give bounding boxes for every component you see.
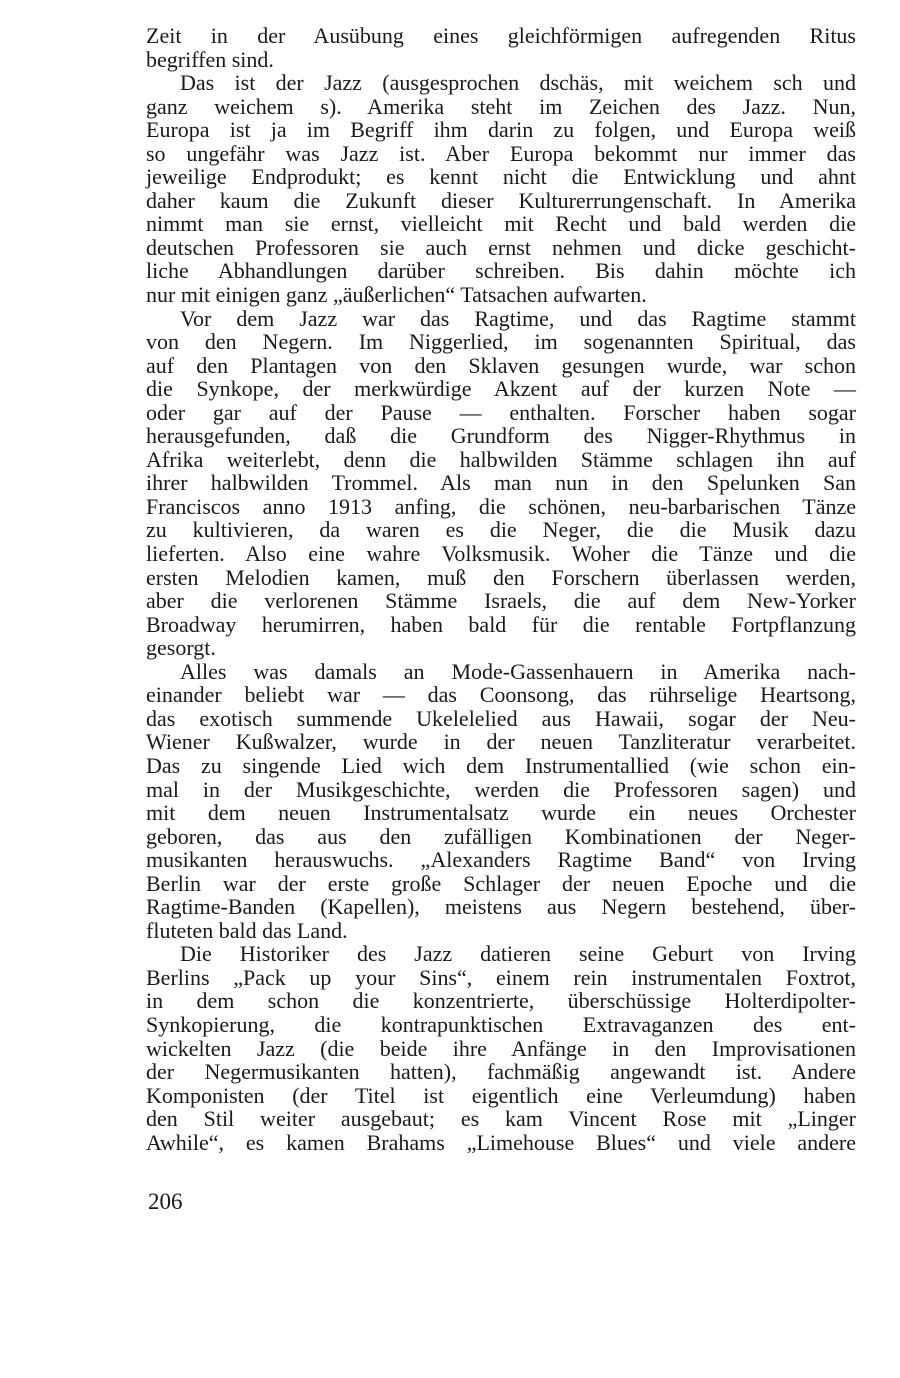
text-line: geboren, das aus den zufälligen Kombinationen der Neger- bbox=[146, 823, 856, 849]
text-line: ersten Melodien kamen, muß den Forschern überlassen werden, bbox=[146, 564, 856, 590]
text-line: Ragtime-Banden (Kapellen), meistens aus Negern bestehend, über- bbox=[146, 894, 856, 920]
text-line: deutschen Professoren sie auch ernst nehmen und dicke geschicht- bbox=[146, 234, 856, 260]
text-line: die Synkope, der merkwürdige Akzent auf der kurzen Note — bbox=[146, 376, 856, 402]
text-line: herausgefunden, daß die Grundform des Nigger-Rhythmus in bbox=[146, 423, 856, 449]
text-line: Berlins „Pack up your Sins“, einem rein instrumentalen Foxtrot, bbox=[146, 964, 856, 990]
text-line: Synkopierung, die kontrapunktischen Extravaganzen des ent- bbox=[146, 1011, 856, 1037]
text-line: musikanten herauswuchs. „Alexanders Ragtime Band“ von Irving bbox=[146, 847, 856, 873]
text-line: fluteten bald das Land. bbox=[146, 917, 348, 943]
text-line: zu kultivieren, da waren es die Neger, die die Musik dazu bbox=[146, 517, 856, 543]
text-line: Franciscos anno 1913 anfing, die schönen, neu-barbarischen Tänze bbox=[146, 493, 856, 519]
page-number: 206 bbox=[148, 1189, 183, 1214]
text-line: wickelten Jazz (die beide ihre Anfänge in den Improvisationen bbox=[146, 1035, 856, 1061]
text-line: das exotisch summende Ukelelelied aus Hawaii, sogar der Neu- bbox=[146, 705, 856, 731]
text-line: jeweilige Endprodukt; es kennt nicht die Entwicklung und ahnt bbox=[146, 164, 856, 190]
text-line: so ungefähr was Jazz ist. Aber Europa bekommt nur immer das bbox=[146, 140, 856, 166]
text-line: von den Negern. Im Niggerlied, im sogenannten Spiritual, das bbox=[146, 329, 856, 355]
text-line: Alles was damals an Mode-Gassenhauern in Amerika nach- bbox=[180, 658, 856, 684]
text-line: lieferten. Also eine wahre Volksmusik. Woher die Tänze und die bbox=[146, 541, 856, 567]
text-line: den Stil weiter ausgebaut; es kam Vincent Rose mit „Linger bbox=[146, 1106, 856, 1132]
text-line: ihrer halbwilden Trommel. Als man nun in den Spelunken San bbox=[146, 470, 856, 496]
text-line: Zeit in der Ausübung eines gleichförmigen aufregenden Ritus bbox=[146, 23, 856, 48]
text-line: Vor dem Jazz war das Ragtime, und das Ragtime stammt bbox=[180, 305, 856, 331]
text-line: Die Historiker des Jazz datieren seine Geburt von Irving bbox=[180, 941, 856, 967]
text-line: in dem schon die konzentrierte, überschüssige Holterdipolter- bbox=[146, 988, 856, 1014]
text-line: nimmt man sie ernst, vielleicht mit Recht und bald werden die bbox=[146, 211, 856, 237]
text-line: daher kaum die Zukunft dieser Kulturerrungenschaft. In Amerika bbox=[146, 187, 856, 213]
text-line: Afrika weiterlebt, denn die halbwilden Stämme schlagen ihn auf bbox=[146, 446, 856, 472]
text-line: mal in der Musikgeschichte, werden die Professoren sagen) und bbox=[146, 776, 856, 802]
text-line: gesorgt. bbox=[146, 635, 216, 661]
text-line: nur mit einigen ganz „äußerlichen“ Tatsachen aufwarten. bbox=[146, 282, 647, 308]
text-line: Awhile“, es kamen Brahams „Limehouse Blues“ und viele andere bbox=[146, 1129, 856, 1155]
text-line: Das ist der Jazz (ausgesprochen dschäs, mit weichem sch und bbox=[180, 70, 856, 96]
text-line: ganz weichem s). Amerika steht im Zeichen des Jazz. Nun, bbox=[146, 93, 856, 119]
text-line: Komponisten (der Titel ist eigentlich eine Verleumdung) haben bbox=[146, 1082, 856, 1108]
body-text bbox=[146, 24, 856, 1154]
text-line: Berlin war der erste große Schlager der neuen Epoche und die bbox=[146, 870, 856, 896]
text-line: einander beliebt war — das Coonsong, das rührselige Heartsong, bbox=[146, 682, 856, 708]
text-line: auf den Plantagen von den Sklaven gesungen wurde, war schon bbox=[146, 352, 856, 378]
text-line: Das zu singende Lied wich dem Instrumentallied (wie schon ein- bbox=[146, 752, 856, 778]
text-line: Europa ist ja im Begriff ihm darin zu folgen, und Europa weiß bbox=[146, 117, 856, 143]
text-line: Broadway herumirren, haben bald für die rentable Fortpflanzung bbox=[146, 611, 856, 637]
text-line: begriffen sind. bbox=[146, 46, 274, 72]
text-line: oder gar auf der Pause — enthalten. Forscher haben sogar bbox=[146, 399, 856, 425]
text-line: liche Abhandlungen darüber schreiben. Bis dahin möchte ich bbox=[146, 258, 856, 284]
text-line: mit dem neuen Instrumentalsatz wurde ein neues Orchester bbox=[146, 800, 856, 826]
text-line: Wiener Kußwalzer, wurde in der neuen Tanzliteratur verarbeitet. bbox=[146, 729, 856, 755]
text-line: der Negermusikanten hatten), fachmäßig angewandt ist. Andere bbox=[146, 1059, 856, 1085]
text-line: aber die verlorenen Stämme Israels, die auf dem New-Yorker bbox=[146, 588, 856, 614]
